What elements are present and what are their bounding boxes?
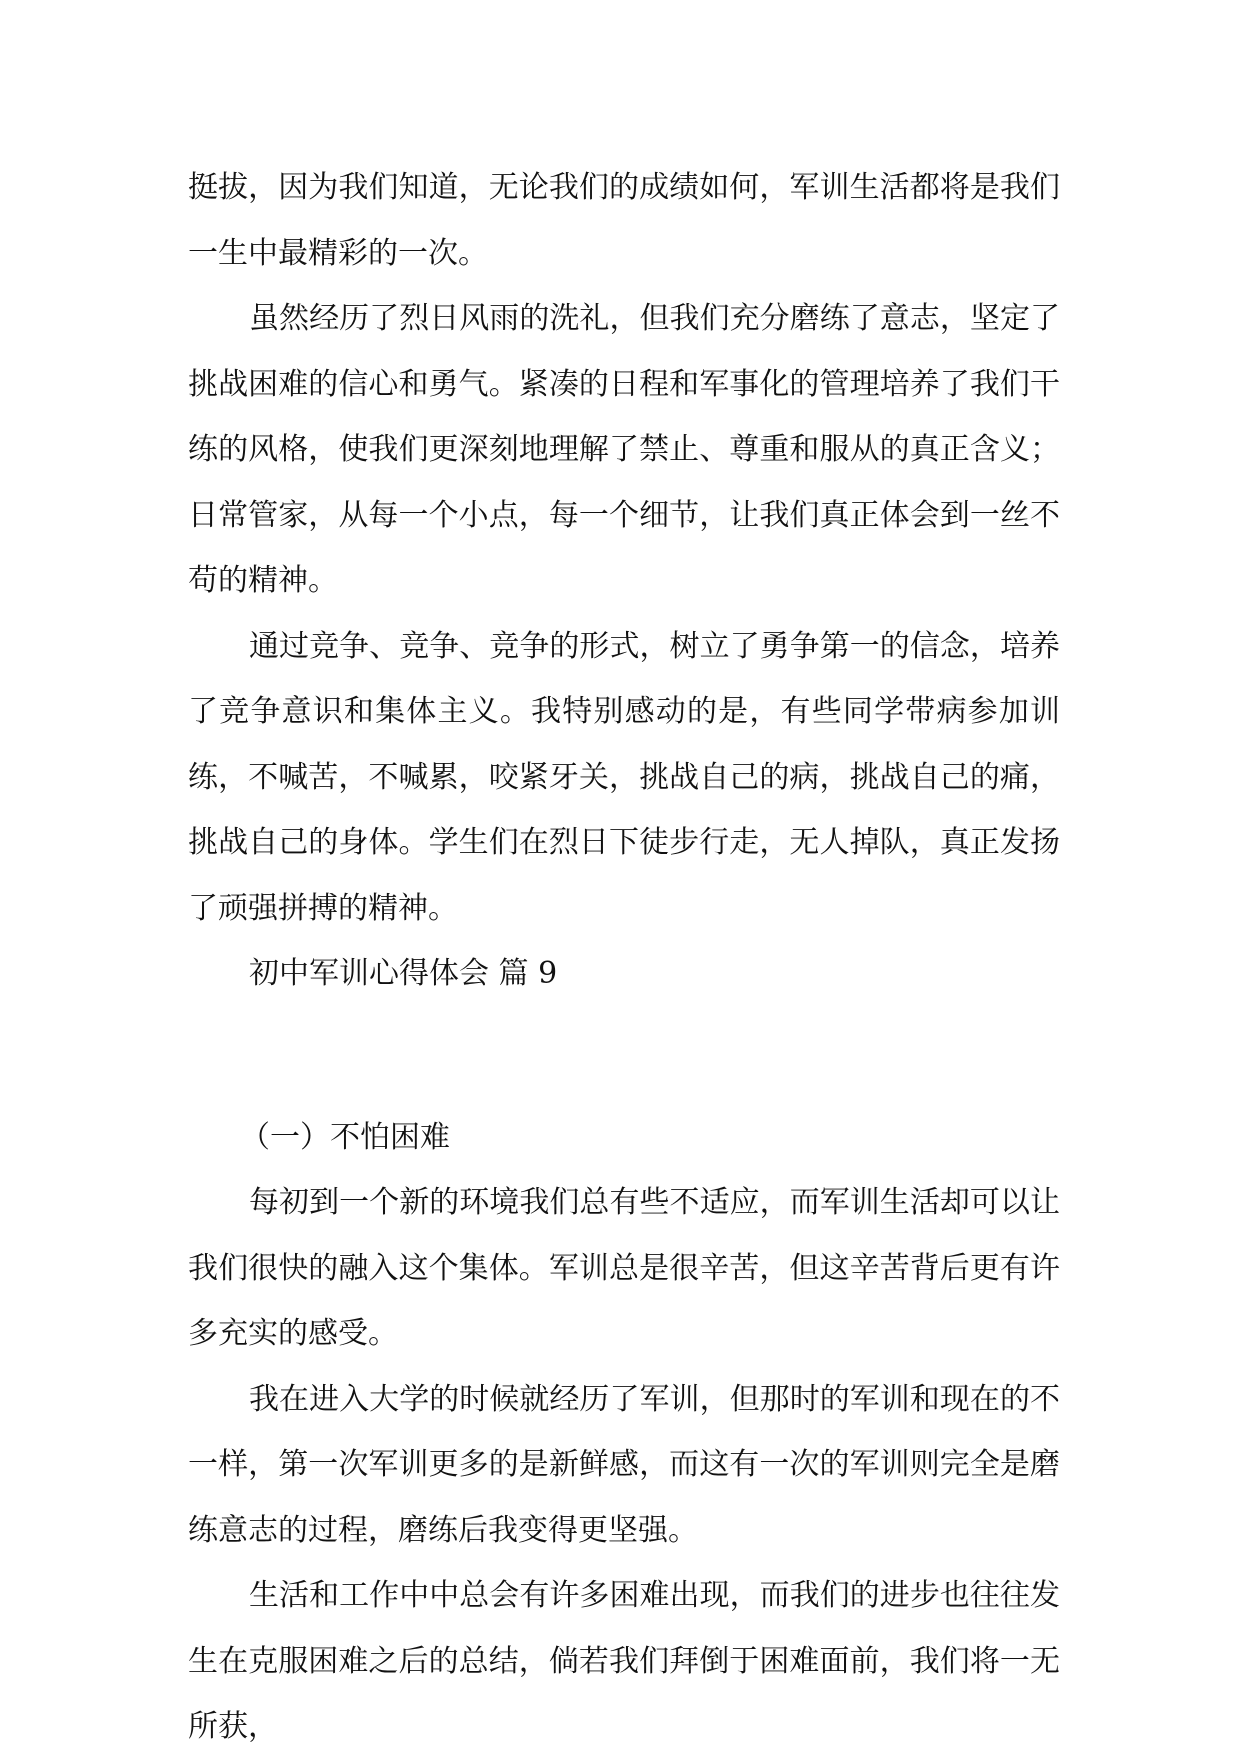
paragraph: 通过竞争、竞争、竞争的形式，树立了勇争第一的信念，培养了竞争意识和集体主义。我特别感动的是，有些同学带病参加训练，不喊苦，不喊累，咬紧牙关，挑战自己的病，挑战自己的痛，挑战自己的身体。学生们在烈日下徒步行走，无人掉队，真正发扬了顽强拼搏的精神。 — [188, 628, 1060, 926]
paragraph-continuation: 挺拔，因为我们知道，无论我们的成绩如何，军训生活都将是我们一生中最精彩的一次。 — [188, 170, 1060, 271]
document-body — [188, 155, 1060, 1760]
section-heading: 初中军训心得体会 篇 9 — [249, 956, 558, 991]
paragraph: 生活和工作中中总会有许多困难出现，而我们的进步也往往发生在克服困难之后的总结，倘若我们拜倒于困难面前，我们将一无所获， — [188, 1578, 1060, 1744]
subsection-heading: （一）不怕困难 — [240, 1119, 450, 1155]
paragraph: 每初到一个新的环境我们总有些不适应，而军训生活却可以让我们很快的融入这个集体。军训总是很辛苦，但这辛苦背后更有许多充实的感受。 — [188, 1185, 1060, 1351]
paragraph: 虽然经历了烈日风雨的洗礼，但我们充分磨练了意志，坚定了挑战困难的信心和勇气。紧凑的日程和军事化的管理培养了我们干练的风格，使我们更深刻地理解了禁止、尊重和服从的真正含义；日常管家，从每一个小点，每一个细节，让我们真正体会到一丝不苟的精神。 — [188, 301, 1060, 598]
paragraph: 我在进入大学的时候就经历了军训，但那时的军训和现在的不一样，第一次军训更多的是新鲜感，而这有一次的军训则完全是磨练意志的过程，磨练后我变得更坚强。 — [188, 1381, 1060, 1548]
